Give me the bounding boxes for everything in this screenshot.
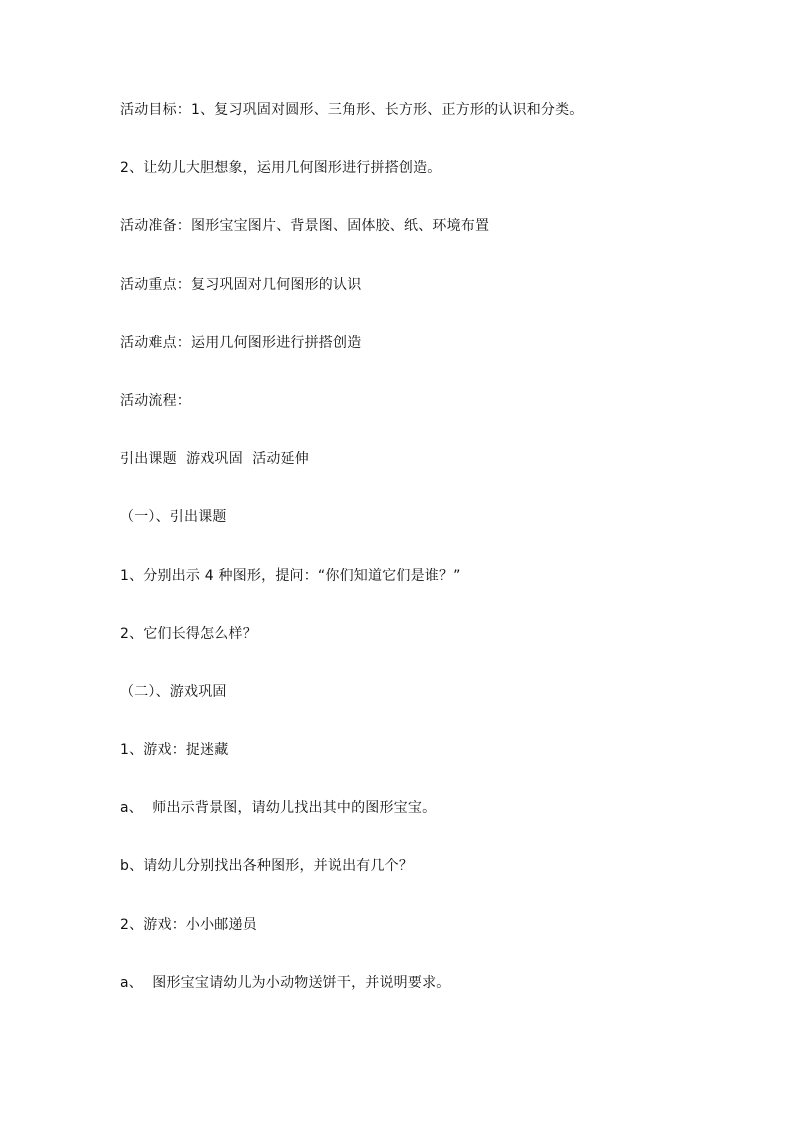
introduce-step-2: 2、它们长得怎么样？: [120, 625, 257, 642]
activity-preparation-paragraph: 活动准备：图形宝宝图片、背景图、固体胶、纸、环境布置: [120, 218, 490, 235]
document-body: [120, 100, 720, 1031]
activity-goal-paragraph: 活动目标：1、复习巩固对圆形、三角形、长方形、正方形的认识和分类。: [120, 102, 584, 118]
section-heading-game-consolidation: （二）、游戏巩固: [120, 683, 227, 700]
game-1-title: 1、游戏：捉迷藏: [120, 742, 229, 759]
activity-goal-item-2: 2、让幼儿大胆想象，运用几何图形进行拼搭创造。: [120, 160, 442, 177]
activity-focus-paragraph: 活动重点：复习巩固对几何图形的认识: [120, 276, 362, 293]
introduce-step-1: 1、分别出示 4 种图形，提问：“你们知道它们是谁？”: [120, 567, 461, 584]
game-1-step-b: b、请幼儿分别找出各种图形，并说出有几个？: [120, 858, 414, 875]
game-1-step-a: a、 师出示背景图，请幼儿找出其中的图形宝宝。: [120, 800, 437, 817]
activity-process-heading: 活动流程：: [120, 392, 191, 409]
game-2-step-a: a、 图形宝宝请幼儿为小动物送饼干，并说明要求。: [120, 974, 451, 991]
game-2-title: 2、游戏：小小邮递员: [120, 916, 257, 933]
activity-difficulty-paragraph: 活动难点：运用几何图形进行拼搭创造: [120, 334, 362, 351]
section-heading-introduce-topic: （一）、引出课题: [120, 509, 227, 526]
activity-process-steps: 引出课题 游戏巩固 活动延伸: [120, 451, 309, 468]
